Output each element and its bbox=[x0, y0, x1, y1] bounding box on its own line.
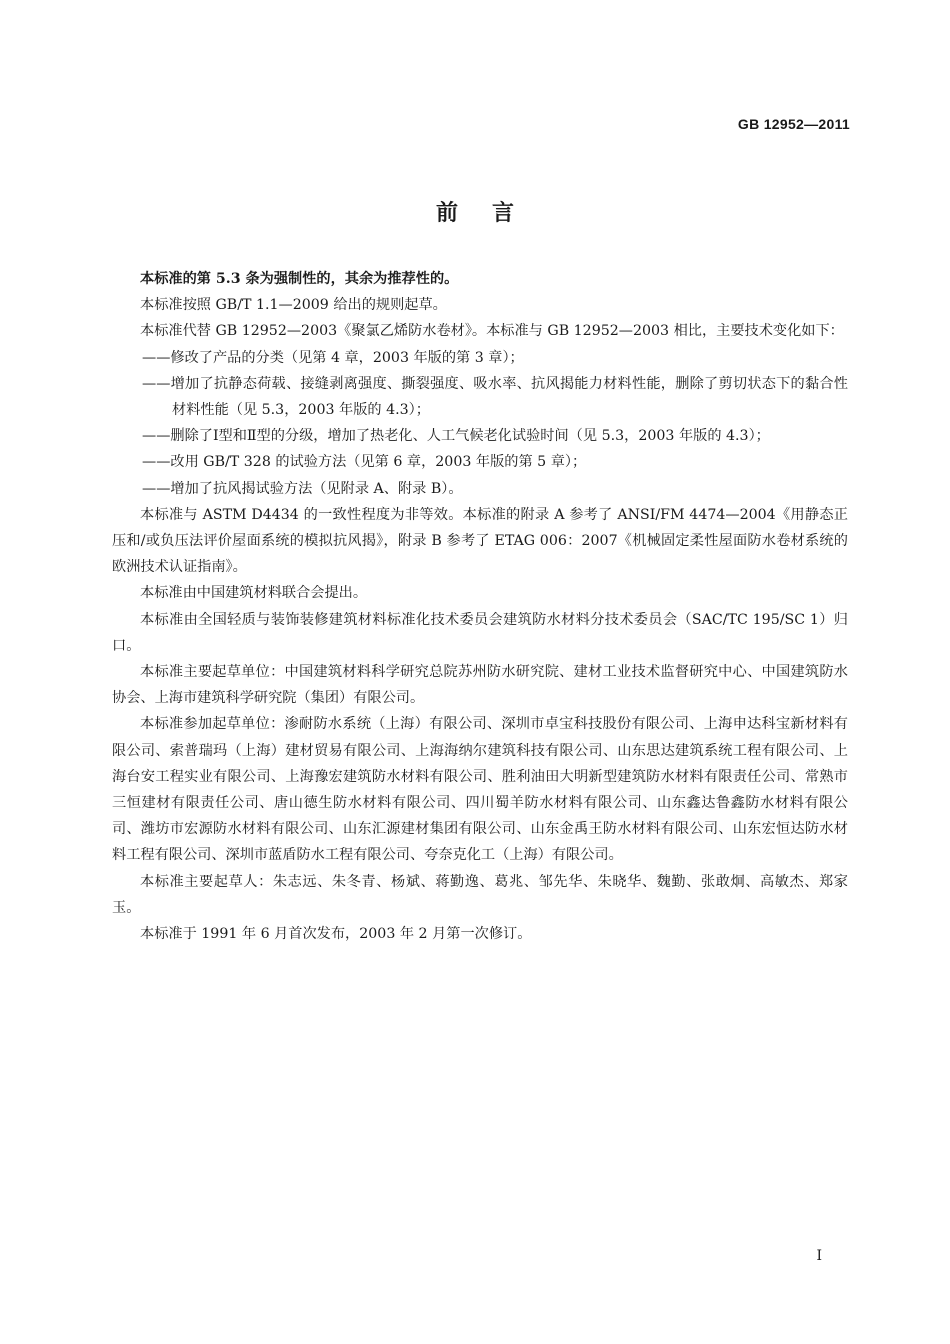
paragraph-mandatory-clause: 本标准的第 5.3 条为强制性的，其余为推荐性的。 bbox=[140, 271, 459, 287]
paragraph-drafting-rules: 本标准按照 GB/T 1.1—2009 给出的规则起草。 bbox=[140, 297, 447, 314]
change-item: ——改用 GB/T 328 的试验方法（见第 6 章，2003 年版的第 5 章）； bbox=[142, 454, 587, 471]
change-item: ——增加了抗静态荷载、接缝剥离强度、撕裂强度、吸水率、抗风揭能力材料性能，删除了剪切状态下的黏合性材料性能（见 5.3，2003 年版的 4.3）； bbox=[142, 375, 848, 419]
paragraph-replaces: 本标准代替 GB 12952—2003《聚氯乙烯防水卷材》。本标准与 GB 12952—2003 相比，主要技术变化如下： bbox=[140, 323, 844, 340]
paragraph-main-drafters-units: 本标准主要起草单位：中国建筑材料科学研究总院苏州防水研究院、建材工业技术监督研究中心、中国建筑防水协会、上海市建筑科学研究院（集团）有限公司。 bbox=[112, 664, 848, 707]
paragraph-consistency: 本标准与 ASTM D4434 的一致性程度为非等效。本标准的附录 A 参考了 ANSI/FM 4474—2004《用静态正压和/或负压法评价屋面系统的模拟抗风揭》，附录 B 参考了 ETAG 006：2007《机械固定柔性屋面防水卷材系统的欧洲技术认证指南》。 bbox=[112, 506, 848, 576]
page-title: 前言 bbox=[435, 201, 548, 226]
standard-number: GB 12952—2011 bbox=[737, 116, 850, 132]
change-item: ——修改了产品的分类（见第 4 章，2003 年版的第 3 章）； bbox=[142, 349, 524, 366]
change-item: ——删除了Ⅰ型和Ⅱ型的分级，增加了热老化、人工气候老化试验时间（见 5.3，2003 年版的 4.3）； bbox=[142, 428, 770, 445]
paragraph-proposed-by: 本标准由中国建筑材料联合会提出。 bbox=[140, 585, 368, 602]
paragraph-history: 本标准于 1991 年 6 月首次发布，2003 年 2 月第一次修订。 bbox=[140, 926, 532, 943]
document-body bbox=[112, 266, 848, 947]
change-item: ——增加了抗风揭试验方法（见附录 A、附录 B）。 bbox=[142, 480, 463, 497]
paragraph-administered-by: 本标准由全国轻质与装饰装修建筑材料标准化技术委员会建筑防水材料分技术委员会（SAC/TC 195/SC 1）归口。 bbox=[112, 611, 848, 654]
paragraph-main-drafters: 本标准主要起草人：朱志远、朱冬青、杨斌、蒋勤逸、葛兆、邹先华、朱晓华、魏勤、张敢炯、高敏杰、郑家玉。 bbox=[112, 873, 848, 916]
page-number: I bbox=[816, 1248, 822, 1264]
paragraph-participating-units: 本标准参加起草单位：渗耐防水系统（上海）有限公司、深圳市卓宝科技股份有限公司、上海申达科宝新材料有限公司、索普瑞玛（上海）建材贸易有限公司、上海海纳尔建筑科技有限公司、山东思达建筑系统工程有限公司、上海台安工程实业有限公司、上海豫宏建筑防水材料有限公司、胜利油田大明新型建筑防水材料有限责任公司、常熟市三恒建材有限责任公司、唐山德生防水材料有限公司、四川蜀羊防水材料有限公司、山东鑫达鲁鑫防水材料有限公司、潍坊市宏源防水材料有限公司、山东汇源建材集团有限公司、山东金禹王防水材料有限公司、山东宏恒达防水材料工程有限公司、深圳市蓝盾防水工程有限公司、夸奈克化工（上海）有限公司。 bbox=[112, 716, 848, 864]
